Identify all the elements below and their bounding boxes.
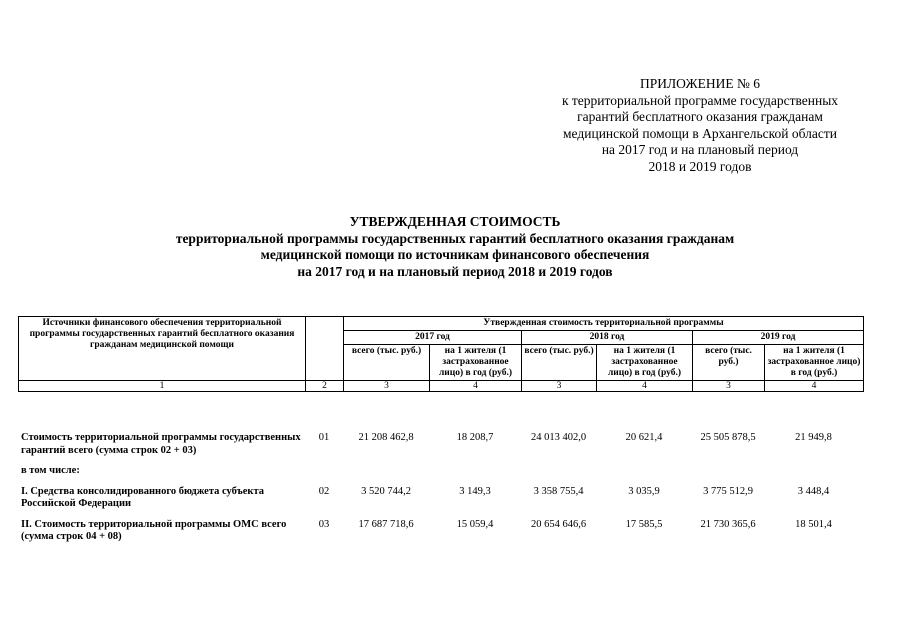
header-sources: Источники финансового обеспечения территориальной программы государственных гарантий бесплатного оказания гражданам медицинской помощи	[19, 317, 306, 381]
header-total: всего (тыс. руб.)	[522, 345, 597, 381]
header-code	[306, 317, 344, 381]
column-number: 2	[306, 381, 344, 392]
header-total: всего (тыс. руб.)	[693, 345, 765, 381]
appendix-block	[520, 76, 880, 175]
cell-value: 17 585,5	[625, 518, 663, 530]
header-per-capita: на 1 жителя (1 застрахованное лицо) в год (руб.)	[765, 345, 864, 381]
appendix-line: медицинской помощи в Архангельской области	[563, 125, 837, 141]
row-label: II. Стоимость территориальной программы ОМС всего (сумма строк 04 + 08)	[21, 518, 287, 542]
row-code: 01	[318, 432, 330, 443]
row-label: в том числе:	[21, 465, 80, 476]
title-line: на 2017 год и на плановый период 2018 и 2019 годов	[297, 263, 613, 279]
column-number: 1	[19, 381, 306, 392]
appendix-line: на 2017 год и на плановый период	[601, 142, 799, 157]
title-line: медицинской помощи по источникам финансового обеспечения	[260, 247, 650, 262]
column-number: 3	[344, 381, 430, 392]
appendix-line: гарантий бесплатного оказания гражданам	[577, 109, 823, 124]
table-row	[18, 486, 863, 511]
row-label: I. Средства консолидированного бюджета субъекта Российской Федерации	[21, 485, 264, 509]
row-code: 02	[318, 485, 330, 497]
cell-value: 21 208 462,8	[358, 432, 414, 443]
appendix-line: 2018 и 2019 годов	[648, 158, 752, 174]
cell-value: 18 501,4	[795, 518, 832, 530]
cost-table-body	[18, 432, 863, 544]
column-number: 4	[765, 381, 864, 392]
header-year-2018: 2018 год	[522, 331, 693, 345]
header-total: всего (тыс. руб.)	[344, 345, 430, 381]
cell-value: 3 149,3	[459, 485, 491, 497]
cell-value: 3 775 512,9	[703, 485, 753, 497]
cost-table-header	[18, 316, 864, 392]
title-heading: УТВЕРЖДЕННАЯ СТОИМОСТЬ	[349, 214, 561, 229]
table-row	[18, 465, 863, 478]
cell-value: 3 520 744,2	[361, 485, 411, 497]
cell-value: 24 013 402,0	[530, 432, 587, 443]
row-label: Стоимость территориальной программы государственных гарантий всего (сумма строк 02 + 03)	[21, 432, 301, 456]
appendix-line: к территориальной программе государственных	[561, 92, 839, 108]
table-row	[18, 432, 863, 457]
cell-value: 3 035,9	[628, 485, 660, 497]
header-year-2017: 2017 год	[344, 331, 522, 345]
header-year-2019: 2019 год	[693, 331, 864, 345]
cell-value: 21 730 365,6	[700, 518, 756, 530]
header-approved-cost: Утвержденная стоимость территориальной программы	[344, 317, 864, 331]
cell-value: 20 621,4	[625, 432, 663, 443]
column-number: 3	[522, 381, 597, 392]
cell-value: 3 358 755,4	[533, 485, 584, 497]
cell-value: 15 059,4	[456, 518, 494, 530]
title-line: территориальной программы государственных гарантий бесплатного оказания гражданам	[175, 230, 735, 246]
cell-value: 17 687 718,6	[358, 518, 414, 530]
column-number: 3	[693, 381, 765, 392]
cell-value: 18 208,7	[456, 432, 494, 443]
row-code: 03	[318, 518, 330, 530]
column-number: 4	[430, 381, 522, 392]
cell-value: 21 949,8	[795, 432, 832, 443]
document-title	[60, 214, 850, 280]
table-row	[18, 519, 863, 544]
appendix-number: ПРИЛОЖЕНИЕ № 6	[639, 76, 761, 91]
cell-value: 25 505 878,5	[700, 432, 756, 443]
cell-value: 3 448,4	[797, 485, 830, 497]
cell-value: 20 654 646,6	[530, 518, 587, 530]
column-number: 4	[597, 381, 693, 392]
header-per-capita: на 1 жителя (1 застрахованное лицо) в год (руб.)	[430, 345, 522, 381]
header-per-capita: на 1 жителя (1 застрахованное лицо) в год (руб.)	[597, 345, 693, 381]
